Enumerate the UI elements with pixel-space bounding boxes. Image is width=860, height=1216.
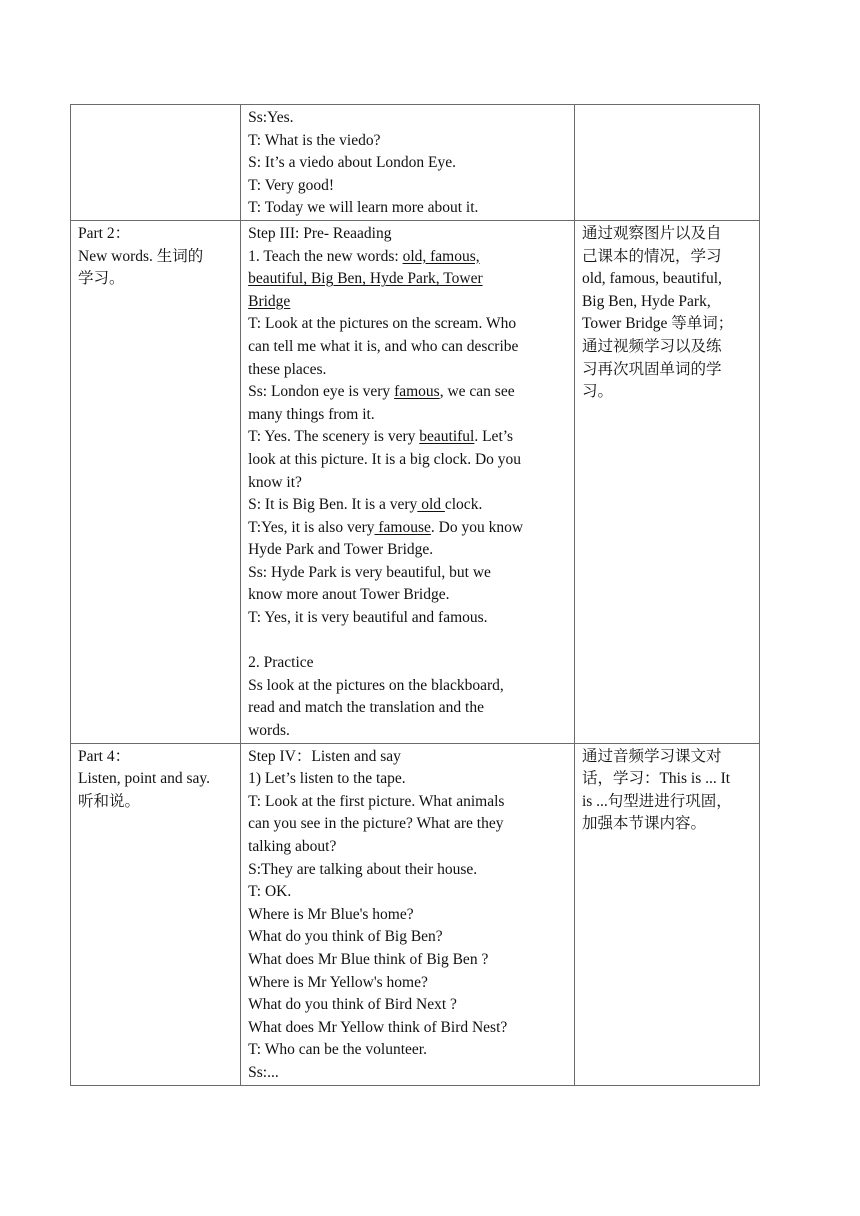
text-segment: S: It is Big Ben. It is a very bbox=[248, 496, 418, 514]
note-line: 通过音频学习课文对 bbox=[581, 747, 722, 765]
text-segment: , we can see bbox=[439, 383, 515, 401]
note-line: 通过观察图片以及自 bbox=[581, 224, 722, 242]
underlined-word: famouse bbox=[374, 518, 431, 536]
dialogue-line: S: It’s a viedo about London Eye. bbox=[248, 154, 457, 172]
new-words: beautiful, Big Ben, Hyde Park, Tower bbox=[248, 270, 483, 288]
new-words: old, famous, bbox=[402, 247, 480, 265]
dialogue-line: Ss:... bbox=[248, 1063, 279, 1081]
blank-line bbox=[248, 630, 568, 653]
note-line: 习再次巩固单词的学 bbox=[581, 360, 722, 378]
dialogue-line: look at this picture. It is a big clock. Do you bbox=[248, 450, 522, 468]
part-cell bbox=[71, 743, 241, 1085]
dialogue-line bbox=[248, 381, 568, 404]
practice-line: words. bbox=[248, 722, 290, 740]
lesson-plan-table bbox=[70, 104, 760, 1086]
dialogue-line: Ss: Hyde Park is very beautiful, but we bbox=[248, 563, 491, 581]
table-row bbox=[71, 743, 760, 1085]
part-subtitle: New words. 生词的 bbox=[78, 247, 204, 265]
dialogue-line: T: OK. bbox=[248, 883, 292, 901]
dialogue-line: T: Look at the pictures on the scream. Who bbox=[248, 315, 517, 333]
practice-title: 2. Practice bbox=[248, 654, 314, 672]
practice-line: Ss look at the pictures on the blackboard, bbox=[248, 676, 504, 694]
dialogue-line: What does Mr Yellow think of Bird Nest? bbox=[248, 1018, 508, 1036]
part-cell bbox=[71, 220, 241, 743]
teach-line bbox=[248, 291, 568, 314]
dialogue-line: Where is Mr Blue's home? bbox=[248, 905, 414, 923]
note-line: Big Ben, Hyde Park, bbox=[581, 292, 711, 310]
note-line: 通过视频学习以及练 bbox=[581, 337, 722, 355]
step-title: Step IV：Listen and say bbox=[248, 747, 401, 765]
dialogue-line: many things from it. bbox=[248, 405, 375, 423]
text-segment: Ss: London eye is very bbox=[248, 383, 395, 401]
dialogue-line: know it? bbox=[248, 473, 302, 491]
note-line: is ...句型进进行巩固， bbox=[581, 792, 732, 810]
underlined-word: beautiful bbox=[419, 428, 475, 446]
note-line: 加强本节课内容。 bbox=[581, 815, 706, 833]
teach-line bbox=[248, 246, 568, 269]
text-segment: . Let’s bbox=[474, 428, 514, 446]
dialogue-line: T: Who can be the volunteer. bbox=[248, 1041, 427, 1059]
dialogue-line: Where is Mr Yellow's home? bbox=[248, 973, 428, 991]
part-subtitle: Listen, point and say. bbox=[78, 770, 211, 788]
dialogue-line: these places. bbox=[248, 360, 327, 378]
dialogue-line: Ss:Yes. bbox=[248, 109, 294, 126]
table-row bbox=[71, 105, 760, 221]
dialogue-line bbox=[248, 494, 568, 517]
dialogue-line: What does Mr Blue think of Big Ben ? bbox=[248, 950, 489, 968]
note-line: 己课本的情况，学习 bbox=[581, 247, 722, 265]
text-segment: T:Yes, it is also very bbox=[248, 518, 375, 536]
dialogue-line: T: Very good! bbox=[248, 176, 335, 194]
dialogue-line bbox=[248, 517, 568, 540]
note-line: Tower Bridge 等单词； bbox=[581, 315, 734, 333]
dialogue-line: can you see in the picture? What are they bbox=[248, 815, 504, 833]
text-segment: clock. bbox=[444, 496, 483, 514]
dialogue-line: T: Yes, it is very beautiful and famous. bbox=[248, 609, 488, 627]
dialogue-line bbox=[248, 426, 568, 449]
procedure-cell bbox=[241, 220, 575, 743]
dialogue-line: know more anout Tower Bridge. bbox=[248, 586, 450, 604]
dialogue-line: What do you think of Bird Next ? bbox=[248, 996, 457, 1014]
teach-prefix: 1. Teach the new words: bbox=[248, 247, 403, 265]
procedure-cell bbox=[241, 105, 575, 221]
text-segment: . Do you know bbox=[430, 518, 524, 536]
dialogue-line: S:They are talking about their house. bbox=[248, 860, 478, 878]
note-line: 话，学习：This is ... It bbox=[581, 770, 731, 788]
table-row bbox=[71, 220, 760, 743]
dialogue-line: What do you think of Big Ben? bbox=[248, 928, 443, 946]
note-line: 习。 bbox=[581, 383, 613, 401]
dialogue-line: Hyde Park and Tower Bridge. bbox=[248, 541, 434, 559]
part-subtitle: 听和说。 bbox=[78, 792, 141, 810]
step-title: Step III: Pre- Reaading bbox=[248, 224, 392, 242]
part-title: Part 4： bbox=[78, 747, 131, 765]
text-segment: T: Yes. The scenery is very bbox=[248, 428, 420, 446]
note-cell bbox=[574, 105, 759, 221]
practice-line: read and match the translation and the bbox=[248, 699, 484, 717]
note-cell bbox=[574, 220, 759, 743]
new-words: Bridge bbox=[248, 292, 291, 310]
underlined-word: famous bbox=[394, 383, 440, 401]
dialogue-line: 1) Let’s listen to the tape. bbox=[248, 770, 406, 788]
underlined-word: old bbox=[417, 496, 445, 514]
dialogue-line: T: What is the viedo? bbox=[248, 131, 381, 149]
dialogue-line: T: Today we will learn more about it. bbox=[248, 199, 479, 217]
dialogue-line: T: Look at the first picture. What animals bbox=[248, 792, 505, 810]
dialogue-line: can tell me what it is, and who can describe bbox=[248, 337, 519, 355]
teach-line bbox=[248, 268, 568, 291]
note-cell bbox=[574, 743, 759, 1085]
part-subtitle: 学习。 bbox=[78, 270, 125, 288]
note-line: old, famous, beautiful, bbox=[581, 270, 722, 288]
procedure-cell bbox=[241, 743, 575, 1085]
part-title: Part 2： bbox=[78, 224, 131, 242]
dialogue-line: talking about? bbox=[248, 838, 337, 855]
part-cell bbox=[71, 105, 241, 221]
